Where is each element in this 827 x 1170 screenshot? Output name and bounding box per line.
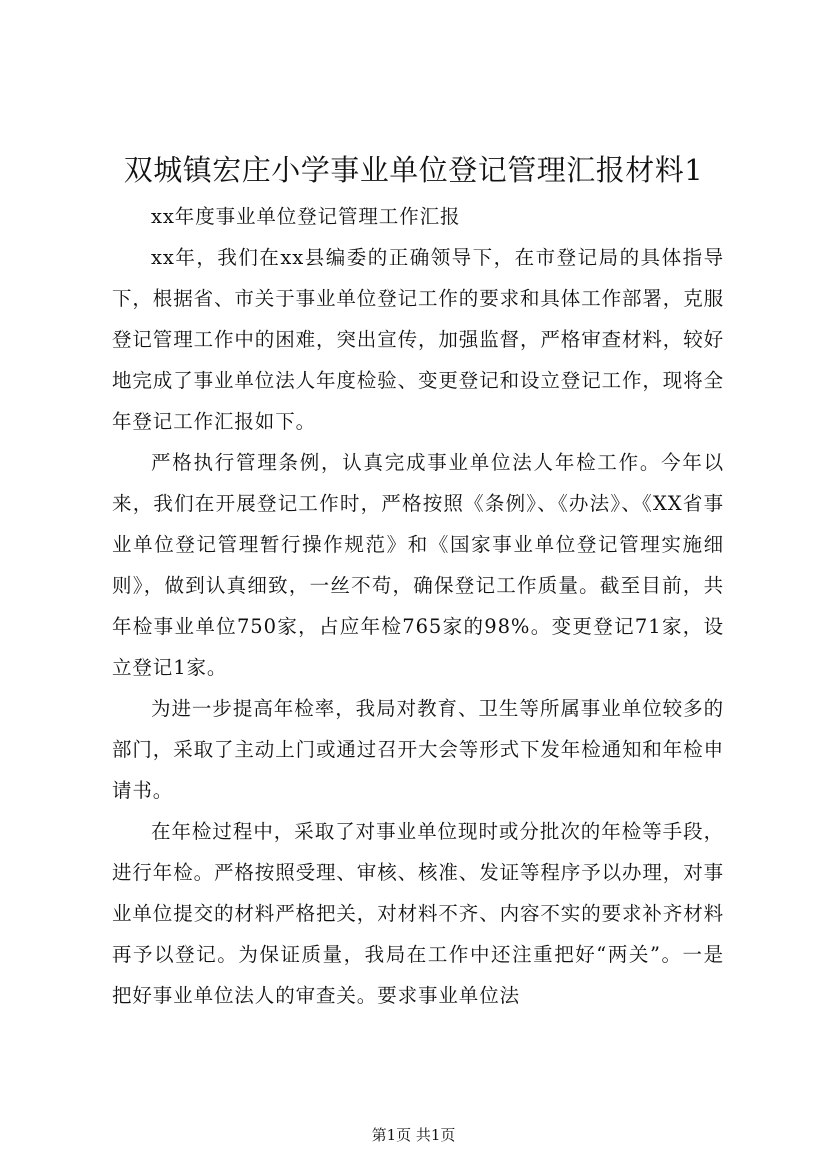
document-body xyxy=(112,196,724,1016)
body-paragraph: xx年，我们在xx县编委的正确领导下，在市登记局的具体指导下，根据省、市关于事业单位登记工作的要求和具体工作部署，克服登记管理工作中的困难，突出宣传，加强监督，严格审查材料，较好地完成了事业单位法人年度检验、变更登记和设立登记工作，现将全年登记工作汇报如下。 xyxy=(112,246,725,433)
page-number-footer: 第1页 共1页 xyxy=(371,1126,456,1144)
report-subtitle: xx年度事业单位登记管理工作汇报 xyxy=(151,205,461,228)
body-paragraph: 为进一步提高年检率，我局对教育、卫生等所属事业单位较多的部门，采取了主动上门或通过召开大会等形式下发年检通知和年检申请书。 xyxy=(112,697,725,802)
body-paragraph: 严格执行管理条例，认真完成事业单位法人年检工作。今年以来，我们在开展登记工作时，严格按照《条例》、《办法》、《XX省事业单位登记管理暂行操作规范》和《国家事业单位登记管理实施细则》，做到认真细致，一丝不苟，确保登记工作质量。截至目前，共年检事业单位750家，占应年检765家的98%。变更登记71家，设立登记1家。 xyxy=(112,451,724,679)
body-paragraph: 在年检过程中，采取了对事业单位现时或分批次的年检等手段，进行年检。严格按照受理、审核、核准、发证等程序予以办理，对事业单位提交的材料严格把关，对材料不齐、内容不实的要求补齐材料再予以登记。为保证质量，我局在工作中还注重把好“两关”。一是把好事业单位法人的审查关。要求事业单位法 xyxy=(112,820,725,1007)
document-title: 双城镇宏庄小学事业单位登记管理汇报材料1 xyxy=(123,153,704,187)
